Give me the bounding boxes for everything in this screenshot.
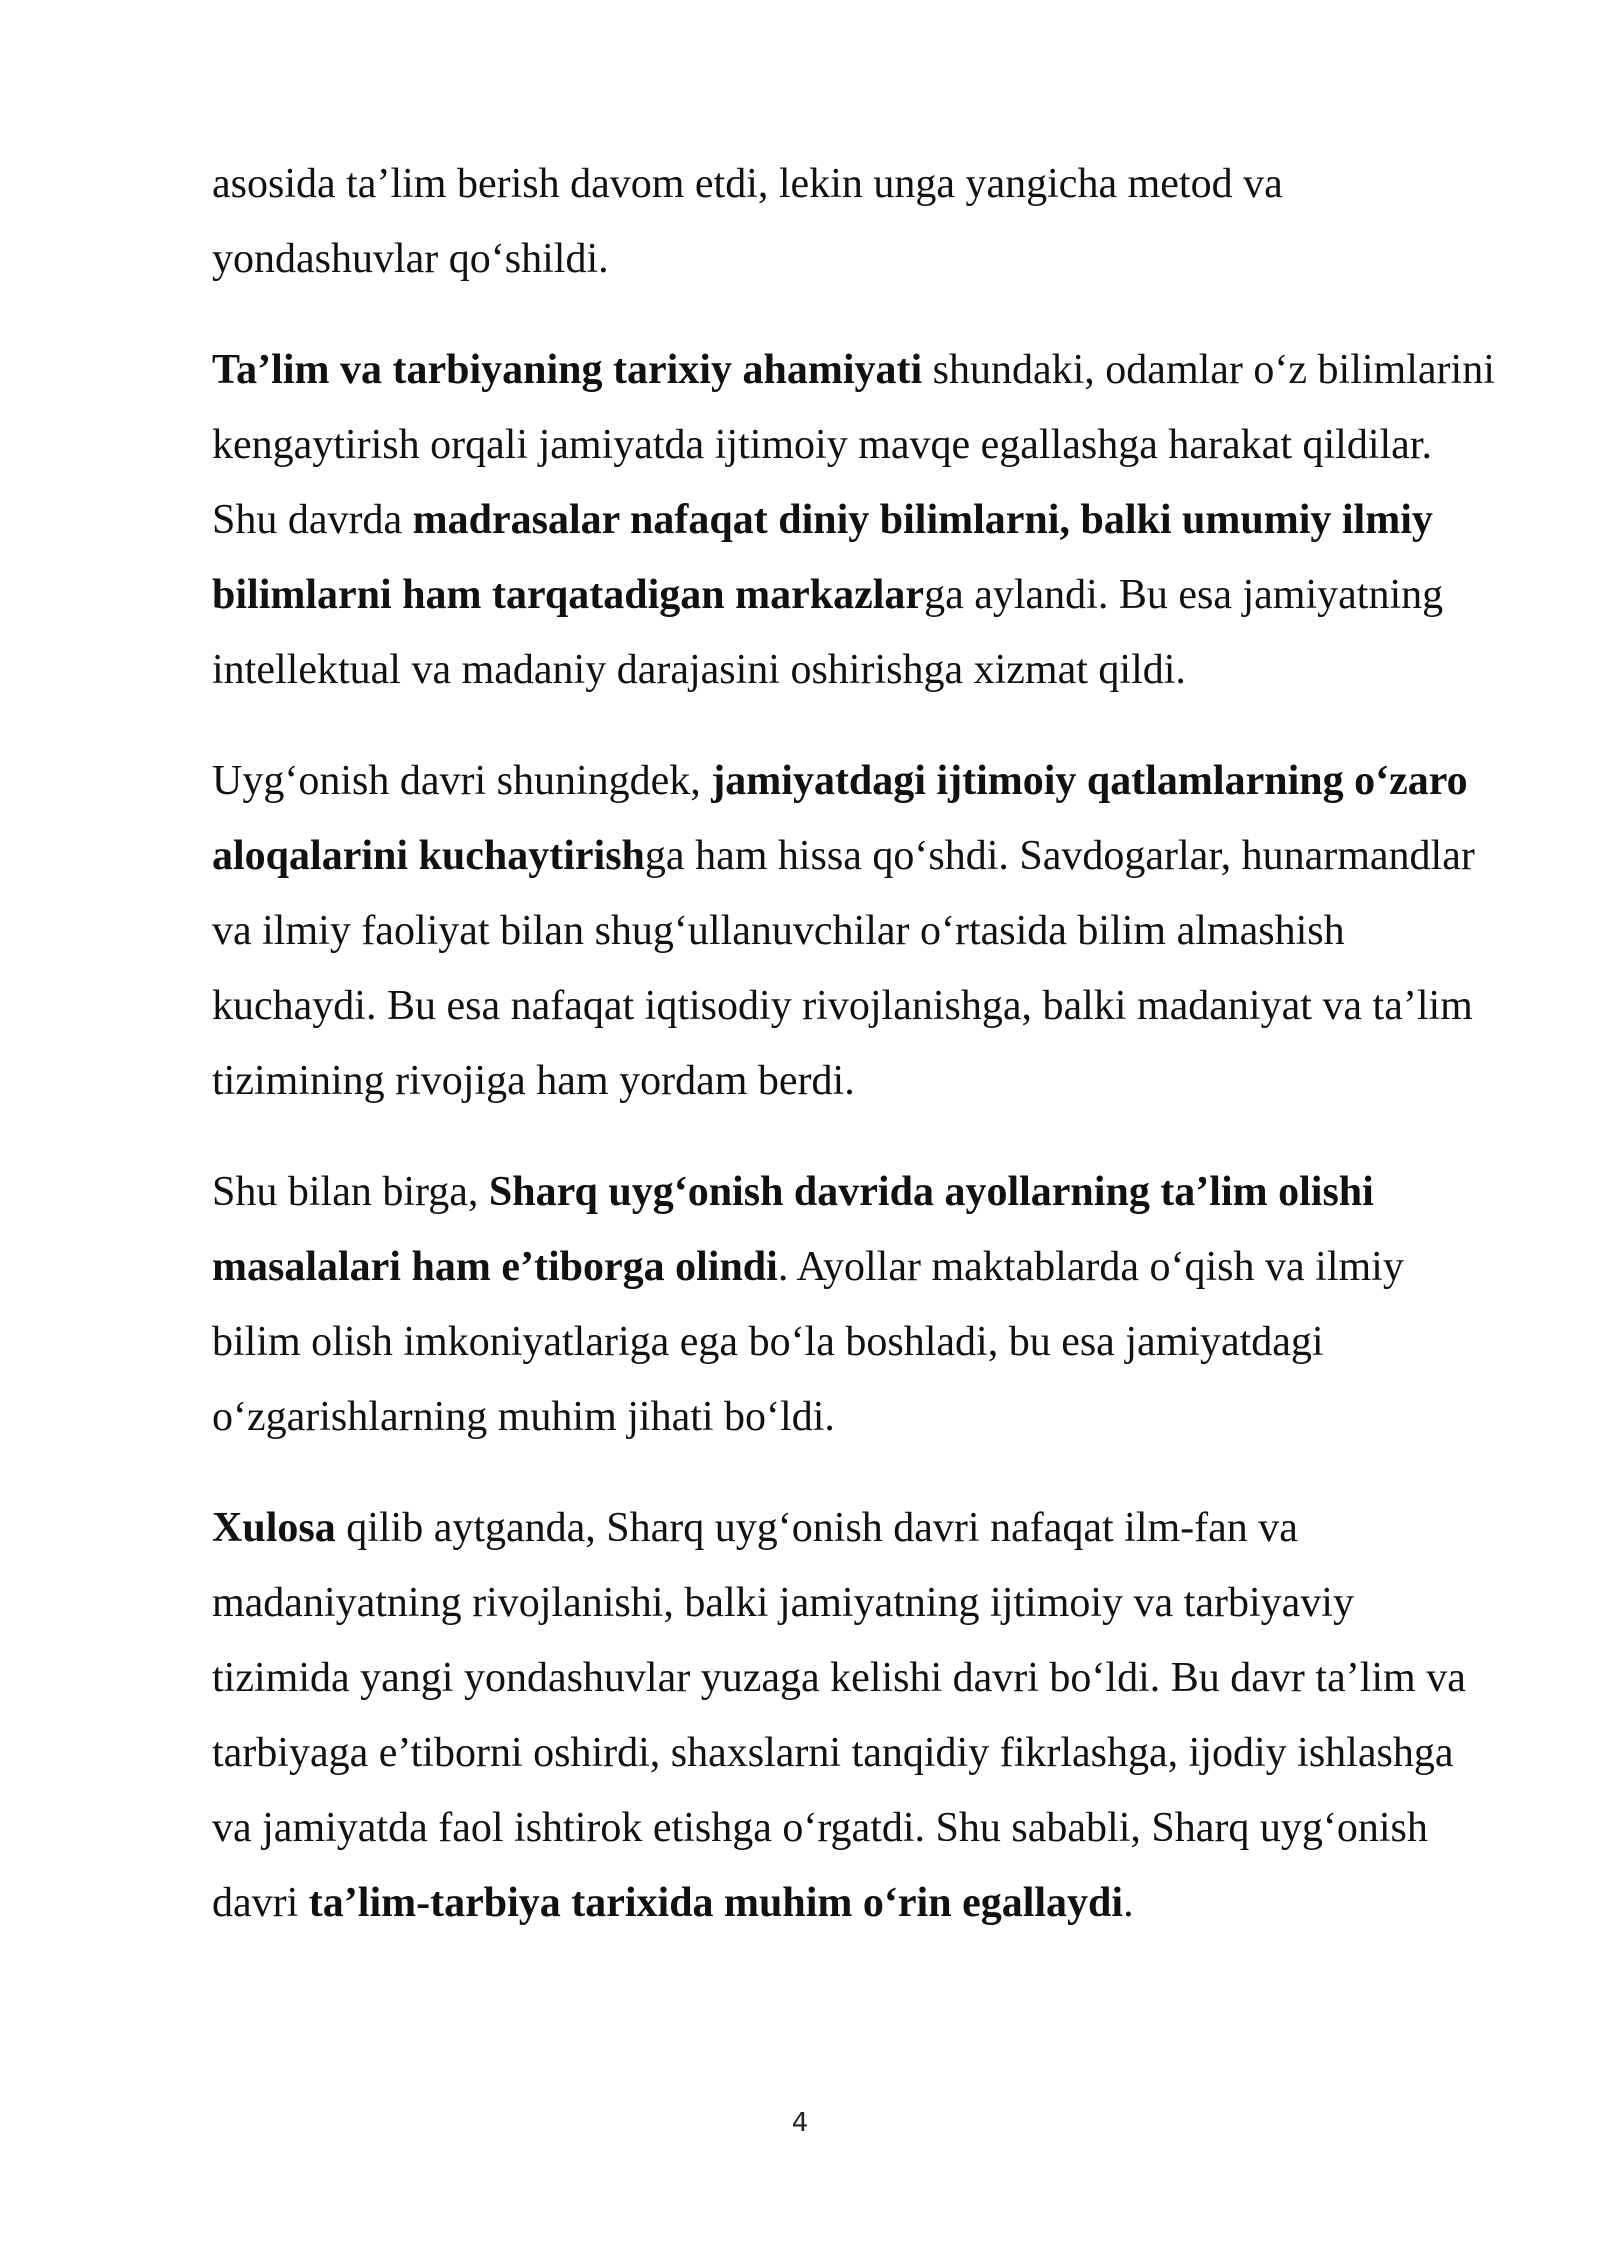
page-number: 4: [791, 2108, 809, 2138]
bold-text-run: Xulosa: [212, 1505, 336, 1551]
text-run: ga aylandi. Bu esa jamiyatning intellektual va madaniy darajasini oshirishga xizmat qildi.: [212, 572, 1444, 693]
text-run: shundaki, odamlar o‘z bilimlarini kengaytirish orqali jamiyatda ijtimoiy mavqe egallashga harakat qildilar. Shu davrda: [212, 347, 1495, 543]
paragraph: [212, 744, 1502, 1119]
paragraph: [212, 1155, 1502, 1455]
bold-text-run: Ta’lim va tarbiyaning tarixiy ahamiyati: [212, 347, 923, 393]
paragraph: [212, 147, 1502, 297]
text-run: ga ham hissa qo‘shdi. Savdogarlar, hunarmandlar va ilmiy faoliyat bilan shug‘ullanuvchilar o‘rtasida bilim almashish kuchaydi. Bu esa nafaqat iqtisodiy rivojlanishga, balki madaniyat va ta’lim tizimining rivojiga ham yordam berdi.: [212, 833, 1475, 1104]
text-run: Shu bilan birga,: [212, 1169, 489, 1215]
text-run: asosida ta’lim berish davom etdi, lekin unga yangicha metod va yondashuvlar qo‘shildi.: [212, 161, 1283, 282]
body-text: [212, 147, 1502, 1977]
bold-text-run: jamiyatdagi ijtimoiy qatlamlarning o‘zaro aloqalarini kuchaytirish: [212, 758, 1468, 879]
text-run: qilib aytganda, Sharq uyg‘onish davri nafaqat ilm-fan va madaniyatning rivojlanishi, balki jamiyatning ijtimoiy va tarbiyaviy tizimida yangi yondashuvlar yuzaga kelishi davri bo‘ldi. Bu davr ta’lim va tarbiyaga e’tiborni oshirdi, shaxslarni tanqidiy fikrlashga, ijodiy ishlashga va jamiyatda faol ishtirok etishga o‘rgatdi. Shu sababli, Sharq uyg‘onish davri: [212, 1505, 1466, 1926]
text-run: Uyg‘onish davri shuningdek,: [212, 758, 712, 804]
text-run: . Ayollar maktablarda o‘qish va ilmiy bilim olish imkoniyatlariga ega bo‘la boshladi, bu esa jamiyatdagi o‘zgarishlarning muhim jihati bo‘ldi.: [212, 1244, 1404, 1440]
paragraph: [212, 333, 1502, 708]
bold-text-run: Sharq uyg‘onish davrida ayollarning ta’lim olishi masalalari ham e’tiborga olindi: [212, 1169, 1374, 1290]
bold-text-run: madrasalar nafaqat diniy bilimlarni, balki umumiy ilmiy bilimlarni ham tarqatadigan markazlar: [212, 497, 1433, 618]
paragraph: [212, 1491, 1502, 1941]
bold-text-run: ta’lim-tarbiya tarixida muhim o‘rin egallaydi: [308, 1880, 1124, 1926]
text-run: .: [1123, 1880, 1134, 1926]
